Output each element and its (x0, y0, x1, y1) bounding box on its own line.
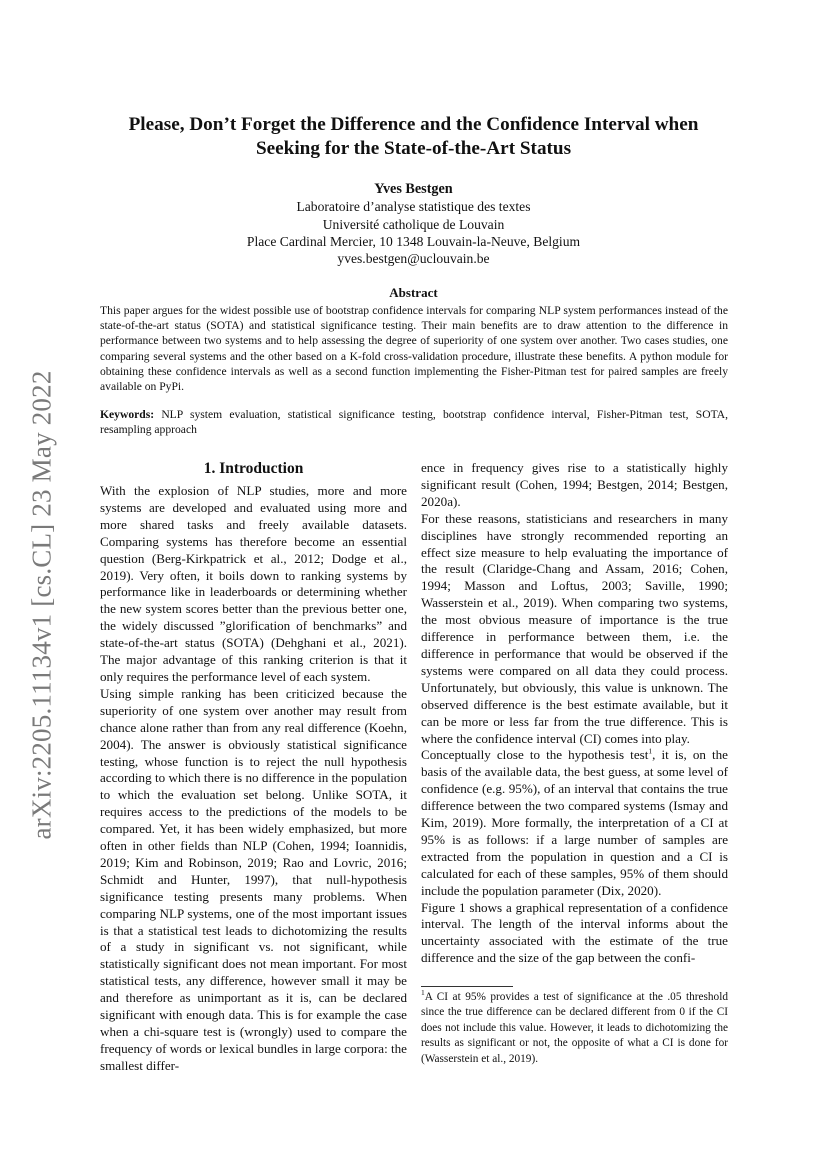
footnote-mark: 1 (421, 988, 425, 998)
author-affiliation-lab: Laboratoire d’analyse statistique des textes (296, 199, 531, 215)
footnote-1 (421, 990, 728, 1067)
intro-paragraph-1: With the explosion of NLP studies, more and more systems are developed and evaluated using more and more shared tasks and freely available datasets. Comparing systems has therefore become an essential question (Berg-Kirkpatrick et al., 2012; Dodge et al., 2019). Very often, it boils down to ranking systems by performance like in leaderboards or determining whether the new system scores better than the previous better one, the widely discussed ”glorification of benchmarks” and state-of-the-art status (SOTA) (Dehghani et al., 2021). The major advantage of this ranking criterion is that it only requires the performance level of each system. (100, 483, 407, 684)
footnote-text: A CI at 95% provides a test of significance at the .05 threshold since the true difference can be declared different from 0 if the CI does not include this value. However, it leads to dichotomizing the results as significant or not, the opposite of what a CI is done for (Wasserstein et al., 2019). (421, 991, 728, 1065)
author-email: yves.bestgen@uclouvain.be (337, 251, 490, 267)
p5-text-before: Conceptually close to the hypothesis test (421, 747, 649, 763)
author-block (100, 181, 727, 267)
author-name: Yves Bestgen (374, 181, 453, 197)
intro-paragraph-4: For these reasons, statisticians and researchers in many disciplines have strongly recommended reporting an effect size measure to help evaluating the importance of the result (Claridge-Chang and Assam, 2016; Cohen, 1994; Masson and Loftus, 2003; Saville, 1990; Wasserstein et al., 2019). When comparing two systems, the most obvious measure of importance is the true difference in performance between them, i.e. the difference in performance that would be observed if the systems were compared on all data they could process. Unfortunately, but obviously, this value is unknown. The observed difference is the best estimate available, but it can be more or less far from the true difference. This is where the confidence interval (CI) comes into play. (421, 510, 728, 746)
keywords-label: Keywords: (100, 408, 155, 421)
section-heading-introduction: 1. Introduction (203, 460, 304, 477)
author-address: Place Cardinal Mercier, 10 1348 Louvain-la-Neuve, Belgium (246, 233, 581, 249)
intro-paragraph-2: Using simple ranking has been criticized because the superiority of one system over another may result from chance alone rather than from any real difference (Koehn, 2004). The answer is obviously statistical significance testing, whose function is to reject the null hypothesis according to which there is no difference in the population to which the evaluation set belong. Unlike SOTA, it requires access to the predictions of the models to be compared. Yet, it has been widely emphasized, but more often in other fields than NLP (Cohen, 1994; Ioannidis, 2019; Kim and Robinson, 2019; Rao and Lovric, 2016; Schmidt and Hunter, 1997), that null-hypothesis significance testing presents many problems. When comparing NLP systems, one of the most important issues is that a statistical test leads to dichotomizing the results of a study in significant vs. not significant, while statistically significant does not mean important. For most statistical tests, any difference, however small it may be and therefore as unimportant as it is, can be declared significant with enough data. This is for example the case when a chi-square test is (wrongly) used to compare the frequency of words or lexical bundles in large corpora: the smallest differ- (100, 685, 407, 1073)
intro-paragraph-3: ence in frequency gives rise to a statistically highly significant result (Cohen, 1994; Bestgen, 2014; Bestgen, 2020a). (421, 460, 728, 509)
arxiv-identifier: arXiv:2205.11134v1 [cs.CL] 23 May 2022 (26, 370, 57, 840)
p5-text-after: , it is, on the basis of the available data, the best guess, at some level of confidence (e.g. 95%), of an interval that contains the true difference between the two compared systems (Ismay and Kim, 2019). More formally, the interpretation of a CI at 95% is as follows: if a large number of samples are extracted from the population in question and a CI is calculated for each of these samples, 95% of them should include the population parameter (Dix, 2020). (421, 747, 728, 898)
intro-paragraph-5 (421, 747, 728, 899)
title-line-2: Seeking for the State-of-the-Art Status (255, 138, 572, 159)
footnote-divider (421, 986, 513, 987)
right-column (421, 460, 728, 967)
paper-title (100, 113, 727, 161)
keywords-text: NLP system evaluation, statistical significance testing, bootstrap confidence interval, Fisher-Pitman test, SOTA, resampling approach (100, 408, 728, 437)
keywords (100, 407, 728, 437)
author-affiliation-university: Université catholique de Louvain (322, 216, 505, 232)
title-line-1: Please, Don’t Forget the Difference and the Confidence Interval when (128, 114, 699, 135)
left-column (100, 460, 407, 1075)
abstract-heading: Abstract (389, 285, 438, 300)
footnote-reference[interactable]: 1 (648, 747, 653, 757)
intro-paragraph-6: Figure 1 shows a graphical representation of a confidence interval. The length of the interval informs about the uncertainty associated with the estimate of the true difference and the size of the gap between the confi- (421, 899, 728, 966)
abstract-text: This paper argues for the widest possible use of bootstrap confidence intervals for comparing NLP system performances instead of the state-of-the-art status (SOTA) and statistical significance testing. Their main benefits are to draw attention to the difference in performance between two systems and to help assessing the degree of superiority of one system over another. Two cases studies, one comparing several systems and the other based on a K-fold cross-validation procedure, illustrate these benefits. A python module for obtaining these confidence intervals as well as a second function implementing the Fisher-Pitman test for paired samples are freely available on PyPi. (100, 304, 728, 394)
arxiv-sidebar-stamp (22, 355, 62, 855)
